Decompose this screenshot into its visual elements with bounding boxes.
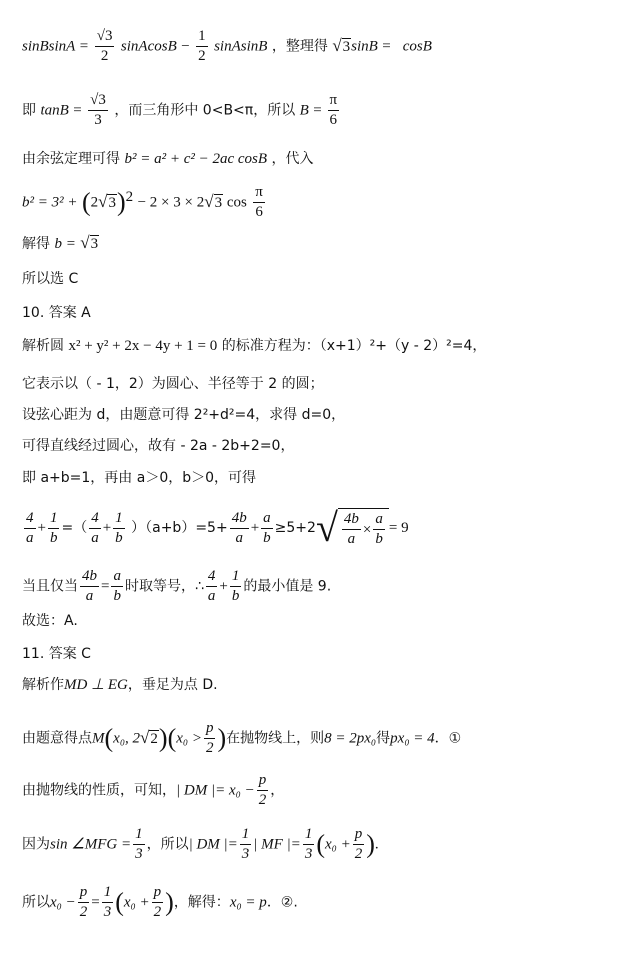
- denominator: 3: [103, 904, 112, 920]
- equals-sign: =: [91, 894, 100, 911]
- equation-line-21: 所以x₀ − $\frac{p}{2}$ = $\frac{1}{3}$ (x₀ + $\frac{p}{2}$ )，解得：x₀ = p．②.: [22, 884, 298, 920]
- numerator: a: [261, 510, 273, 529]
- equation-line-13: $\frac{4}{a}$ + $\frac{1}{b}$ =（ $\frac{4}{a}$ + $\frac{1}{b}$ ）（a+b）=5+ $\frac{4b}{a}$ + $\frac{a}{b}$ ≥5+2 √ $\frac{4b}{a}$ × $\frac{a}{b}$ = 9: [26, 505, 409, 550]
- denominator: b: [115, 529, 123, 546]
- expr-term: x₀ = p: [229, 894, 267, 911]
- text-segment: =（: [61, 520, 88, 536]
- text-segment: ，而三角形中 0<B<π，所以: [114, 102, 296, 119]
- sqrt-expr: √3: [332, 35, 351, 55]
- text-segment: ，整理得: [271, 38, 328, 55]
- text-line-9: 它表示以（ - 1，2）为圆心、半径等于 2 的圆；: [22, 376, 324, 392]
- numerator: p: [78, 884, 90, 903]
- denominator: 6: [255, 204, 263, 220]
- fraction: [328, 92, 340, 129]
- denominator: 3: [304, 846, 313, 862]
- numerator: 1: [133, 826, 145, 845]
- expr-term: b =: [54, 236, 76, 252]
- numerator: 1: [303, 826, 315, 845]
- expr-term: x₀ >: [176, 730, 202, 747]
- sqrt-radicand: 2: [150, 730, 158, 747]
- text-segment: ．①: [434, 730, 462, 747]
- fraction: [88, 92, 108, 129]
- text-segment: .: [374, 836, 379, 853]
- text-line-17: [22, 676, 218, 694]
- expr-term: M: [92, 730, 105, 747]
- text-segment: 解析作: [22, 677, 64, 693]
- expr-term: MD ⊥ EG: [64, 677, 128, 693]
- text-line-3: [22, 150, 314, 168]
- expr-term: | DM |=: [188, 836, 238, 853]
- times-sign: ×: [362, 521, 372, 538]
- numerator: p: [204, 720, 216, 739]
- numerator: a: [111, 568, 123, 587]
- expr-term: sin ∠MFG =: [50, 836, 132, 853]
- denominator: b: [231, 588, 240, 604]
- minus-sign: −: [181, 38, 190, 55]
- fraction: [253, 184, 265, 221]
- denominator: 3: [94, 112, 102, 128]
- denominator: a: [347, 531, 356, 547]
- numerator: 4: [206, 568, 218, 587]
- numerator: 4: [89, 510, 101, 529]
- text-segment: ≥5+2: [274, 520, 316, 536]
- result: = 9: [388, 520, 409, 536]
- denominator: 3: [241, 846, 250, 862]
- text-segment: 在抛物线上，则: [226, 730, 325, 747]
- text-line-10: 设弦心距为 d，由题意可得 2²+d²=4，求得 d=0，: [22, 407, 346, 423]
- text-segment: 所以: [22, 894, 50, 911]
- numerator: p: [152, 884, 164, 903]
- equals-sign: =: [101, 578, 110, 595]
- expr-term: cosB: [402, 38, 432, 55]
- text-segment: 解得: [22, 236, 50, 252]
- fraction: [196, 28, 208, 65]
- expr-term: B: [299, 102, 309, 119]
- numerator: 4b: [230, 510, 249, 529]
- expr-term: sinAcosB: [120, 38, 177, 55]
- text-segment: 由抛物线的性质，可知，: [22, 782, 176, 799]
- answer-11-heading: 11. 答案 C: [22, 646, 91, 662]
- denominator: 2: [205, 740, 214, 756]
- equation-line-2: 即 tanB = $\frac{√3}{3}$ ，而三角形中 0<B<π，所以 B = $\frac{\pi}{6}$: [22, 92, 338, 128]
- equation-line-20: 因为sin ∠MFG = $\frac{1}{3}$ ，所以| DM |= $\frac{1}{3}$ | MF |= $\frac{1}{3}$ (x₀ + $\frac{p}{2}$ ).: [22, 826, 379, 862]
- numerator: 4: [24, 510, 36, 529]
- text-segment: 的最小值是 9.: [243, 578, 332, 595]
- sqrt-expr: √3: [80, 233, 99, 252]
- text-segment: ，代入: [271, 151, 314, 167]
- numerator: 1: [196, 28, 208, 47]
- expr-term: tanB: [40, 102, 69, 119]
- answer-10-heading: 10. 答案 A: [22, 305, 91, 321]
- denominator: a: [207, 588, 216, 604]
- denominator: a: [85, 588, 94, 604]
- denominator: b: [375, 531, 383, 547]
- denominator: 2: [100, 48, 109, 64]
- expr-term: b² = a² + c² − 2ac cosB: [124, 151, 268, 167]
- plus-sign: +: [250, 520, 260, 536]
- text-line-8: [22, 337, 486, 355]
- expr-term: | DM |= x₀ −: [176, 782, 255, 799]
- expr-term: b² = 3² +: [22, 194, 78, 211]
- equation-line-4: $b^2 = 3^2 + (2√3)^2 - 2 \times 3 \times 2√3$ cos $\frac{\pi}{6}$: [22, 184, 263, 220]
- plus-sign: +: [219, 578, 228, 595]
- denominator: a: [26, 529, 34, 546]
- expr-term: x₀ +: [123, 894, 150, 911]
- equals-sign: =: [79, 38, 89, 55]
- numerator: 4b: [342, 511, 361, 530]
- plus-sign: +: [102, 520, 112, 536]
- denominator: 2: [198, 48, 206, 64]
- expr-term: x₀ −: [50, 894, 76, 911]
- expr-term: x² + y² + 2x − 4y + 1 = 0: [68, 338, 218, 354]
- text-segment: 因为: [22, 836, 50, 853]
- text-segment: ．②.: [266, 894, 298, 911]
- denominator: a: [91, 529, 99, 546]
- text-segment: ，所以: [146, 836, 189, 853]
- text-line-11: 可得直线经过圆心，故有 - 2a - 2b+2=0，: [22, 438, 295, 454]
- numerator: 1: [102, 884, 114, 903]
- equation-line-14: [22, 568, 331, 605]
- denominator: 2: [79, 904, 88, 920]
- plus-sign: +: [37, 520, 46, 536]
- denominator: 3: [135, 846, 143, 862]
- text-segment: 即: [22, 102, 36, 119]
- text-line-6: 所以选 C: [22, 271, 79, 287]
- equation-line-18: 由题意得点M(x₀, 2√2)(x₀ > $\frac{p}{2}$ )在抛物线上，则8 = 2px₀得px₀ = 4．①: [22, 720, 462, 756]
- equation-line-1: sinBsinA = $\frac{√3}{2}$ sinAcosB − $\frac{1}{2}$ sinAsinB ，整理得 √3sinB = cosB: [22, 28, 432, 64]
- text-segment: 当且仅当: [22, 578, 78, 595]
- numerator: 1: [113, 510, 125, 529]
- equation-line-19: [22, 772, 284, 809]
- text-segment: ，垂足为点 D.: [127, 677, 218, 693]
- numerator: 1: [230, 568, 242, 587]
- numerator: a: [373, 511, 385, 530]
- expr-term: | MF |=: [253, 836, 301, 853]
- text-segment: 由题意得点: [22, 730, 92, 747]
- text-segment: ，: [270, 782, 285, 799]
- expr-term: sinB: [351, 38, 378, 55]
- denominator: b: [113, 588, 121, 604]
- expr-term: x₀ +: [324, 836, 351, 853]
- text-segment: 由余弦定理可得: [22, 151, 120, 167]
- denominator: 2: [258, 792, 267, 808]
- denominator: 2: [354, 846, 363, 862]
- denominator: a: [235, 529, 243, 546]
- text-line-5: [22, 234, 99, 253]
- numerator: 1: [240, 826, 252, 845]
- numerator: π: [328, 92, 340, 111]
- numerator: √3: [88, 92, 108, 111]
- sqrt-radicand: 3: [90, 236, 99, 252]
- text-segment: 的标准方程为：（x+1）²+（y - 2）²=4，: [221, 338, 487, 354]
- numerator: 4b: [80, 568, 99, 587]
- numerator: π: [253, 184, 265, 203]
- numerator: 1: [48, 510, 60, 529]
- expr-term: px₀ = 4: [390, 730, 435, 747]
- denominator: 2: [153, 904, 162, 920]
- fraction: [95, 28, 115, 65]
- numerator: p: [257, 772, 269, 791]
- expr-term: x₀, 2: [113, 730, 141, 747]
- expr-term: sinAsinB: [214, 38, 268, 55]
- text-segment: ，解得：: [173, 894, 230, 911]
- denominator: b: [49, 529, 58, 546]
- text-segment: 得: [376, 730, 391, 747]
- text-line-12: 即 a+b=1，再由 a＞0，b＞0，可得: [22, 470, 257, 486]
- denominator: b: [263, 529, 271, 546]
- text-segment: ）（a+b）=5+: [131, 520, 228, 536]
- text-segment: 时取等号，∴: [124, 578, 204, 595]
- denominator: 6: [329, 112, 338, 128]
- numerator: p: [353, 826, 365, 845]
- text-line-15: 故选：A.: [22, 613, 78, 629]
- text-segment: 解析圆: [22, 338, 64, 354]
- expr-term: 8 = 2px₀: [324, 730, 377, 747]
- expr-sinb-sina: sinBsinA: [22, 38, 76, 55]
- equals-sign: =: [73, 102, 82, 119]
- numerator: √3: [95, 28, 115, 47]
